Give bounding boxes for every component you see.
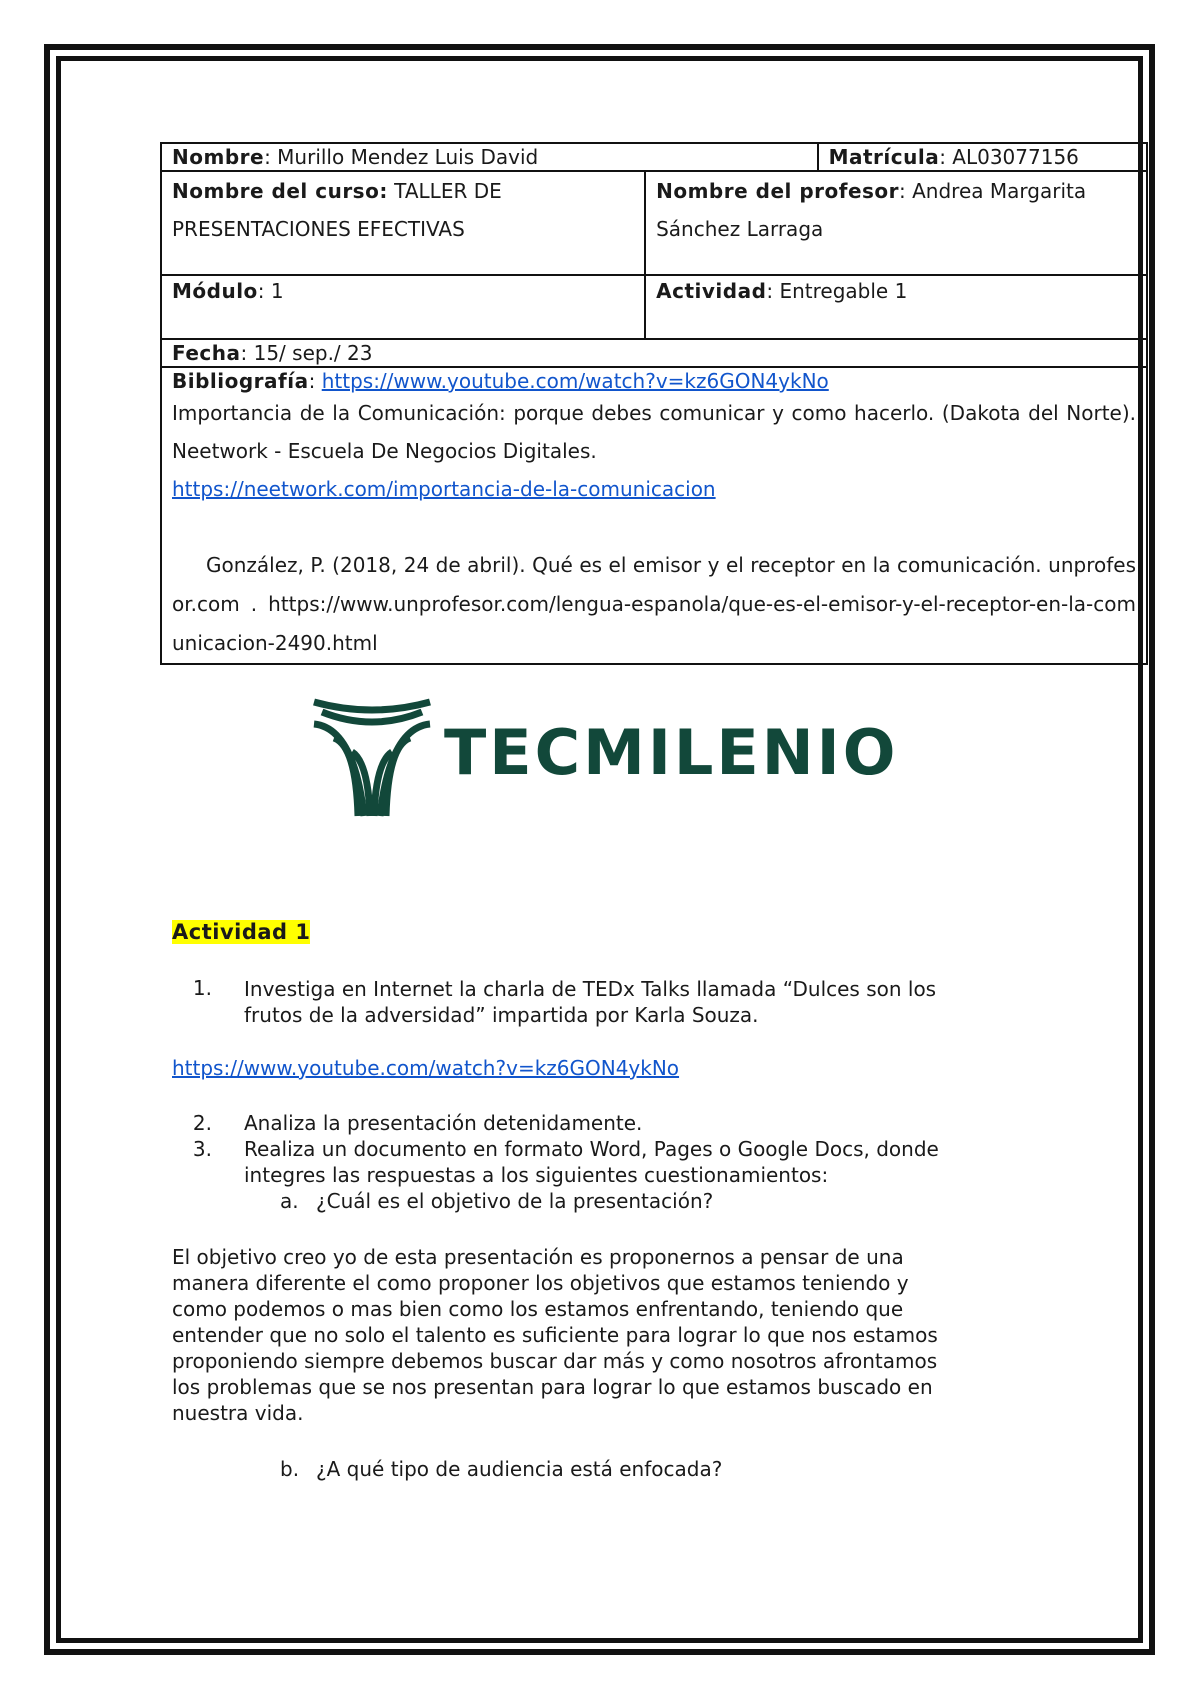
bibliografia-ref-1: Importancia de la Comunicación: porque debes comunicar y como hacerlo. (Dakota del Norte). Neetwork - Escuela De Negocios Digitales. bbox=[172, 401, 1136, 463]
curso-cell bbox=[161, 171, 645, 275]
bibliografia-label: Bibliografía bbox=[172, 369, 309, 393]
tecmilenio-logo bbox=[312, 698, 902, 818]
matricula-cell bbox=[818, 143, 1147, 171]
actividad-label: Actividad bbox=[656, 279, 767, 303]
nombre-value: : Murillo Mendez Luis David bbox=[264, 145, 539, 169]
answer-line-4: entender que no solo el talento es suficiente para lograr lo que nos estamos bbox=[172, 1323, 938, 1347]
profesor-value-1: : Andrea Margarita bbox=[899, 179, 1087, 203]
info-table bbox=[160, 142, 1148, 665]
list-item-3-line-1: Realiza un documento en formato Word, Pages o Google Docs, donde bbox=[244, 1137, 939, 1161]
profesor-value-2: Sánchez Larraga bbox=[656, 217, 824, 241]
answer-line-5: proponiendo siempre debemos buscar dar más y como nosotros afrontamos bbox=[172, 1349, 938, 1373]
actividad-value: : Entregable 1 bbox=[766, 279, 908, 303]
sub-item-b-text: ¿A qué tipo de audiencia está enfocada? bbox=[316, 1457, 723, 1481]
list-item-2-text: Analiza la presentación detenidamente. bbox=[244, 1111, 643, 1135]
answer-line-6: los problemas que se nos presentan para lograr lo que estamos buscado en bbox=[172, 1375, 933, 1399]
actividad-cell bbox=[645, 275, 1147, 339]
fecha-cell bbox=[161, 339, 1147, 367]
profesor-label: Nombre del profesor bbox=[656, 179, 900, 203]
modulo-value: : 1 bbox=[257, 279, 284, 303]
fecha-value: : 15/ sep./ 23 bbox=[240, 341, 373, 365]
list-item-1-line-2: frutos de la adversidad” impartida por Karla Souza. bbox=[244, 1003, 759, 1027]
answer-line-3: como podemos o mas bien como los estamos enfrentando, teniendo que bbox=[172, 1297, 904, 1321]
list-item-3-line-2: integres las respuestas a los siguientes cuestionamientos: bbox=[244, 1163, 829, 1187]
curso-value-2: PRESENTACIONES EFECTIVAS bbox=[172, 217, 465, 241]
answer-line-7: nuestra vida. bbox=[172, 1401, 304, 1425]
answer-line-2: manera diferente el como proponer los objetivos que estamos teniendo y bbox=[172, 1271, 909, 1295]
curso-label: Nombre del curso: bbox=[172, 179, 388, 203]
sub-item-a-text: ¿Cuál es el objetivo de la presentación? bbox=[316, 1189, 714, 1213]
bibliografia-ref-2: González, P. (2018, 24 de abril). Qué es el emisor y el receptor en la comunicación. unprofesor.com . https://www.unprofesor.com/lengua-espanola/que-es-el-emisor-y-el-receptor-en-la-comunicacion-2490.html bbox=[172, 553, 1136, 655]
list-number-3: 3. bbox=[192, 1137, 212, 1161]
answer-paragraph bbox=[172, 1244, 1032, 1426]
tecmilenio-wordmark: TECMILENIO bbox=[444, 716, 899, 789]
modulo-cell bbox=[161, 275, 645, 339]
bibliografia-cell bbox=[161, 367, 1147, 664]
tecmilenio-emblem-icon bbox=[312, 698, 432, 818]
fecha-label: Fecha bbox=[172, 341, 241, 365]
nombre-cell bbox=[161, 143, 818, 171]
sub-item-a-letter: a. bbox=[280, 1189, 299, 1213]
bibliografia-link-neetwork[interactable]: https://neetwork.com/importancia-de-la-comunicacion bbox=[172, 477, 716, 501]
activity-youtube-link[interactable]: https://www.youtube.com/watch?v=kz6GON4ykNo bbox=[172, 1056, 680, 1080]
modulo-label: Módulo bbox=[172, 279, 258, 303]
list-item-1-line-1: Investiga en Internet la charla de TEDx Talks llamada “Dulces son los bbox=[244, 977, 937, 1001]
sub-item-b-letter: b. bbox=[280, 1457, 300, 1481]
curso-value-1: TALLER DE bbox=[387, 179, 502, 203]
bibliografia-link-youtube[interactable]: https://www.youtube.com/watch?v=kz6GON4ykNo bbox=[321, 369, 829, 393]
activity-title: Actividad 1 bbox=[172, 920, 311, 944]
list-number-1: 1. bbox=[192, 976, 212, 1000]
answer-line-1: El objetivo creo yo de esta presentación es proponernos a pensar de una bbox=[172, 1245, 904, 1269]
bibliografia-colon: : bbox=[308, 369, 322, 393]
matricula-value: : AL03077156 bbox=[939, 145, 1079, 169]
nombre-label: Nombre bbox=[172, 145, 265, 169]
matricula-label: Matrícula bbox=[828, 145, 940, 169]
list-number-2: 2. bbox=[192, 1111, 212, 1135]
profesor-cell bbox=[645, 171, 1147, 275]
